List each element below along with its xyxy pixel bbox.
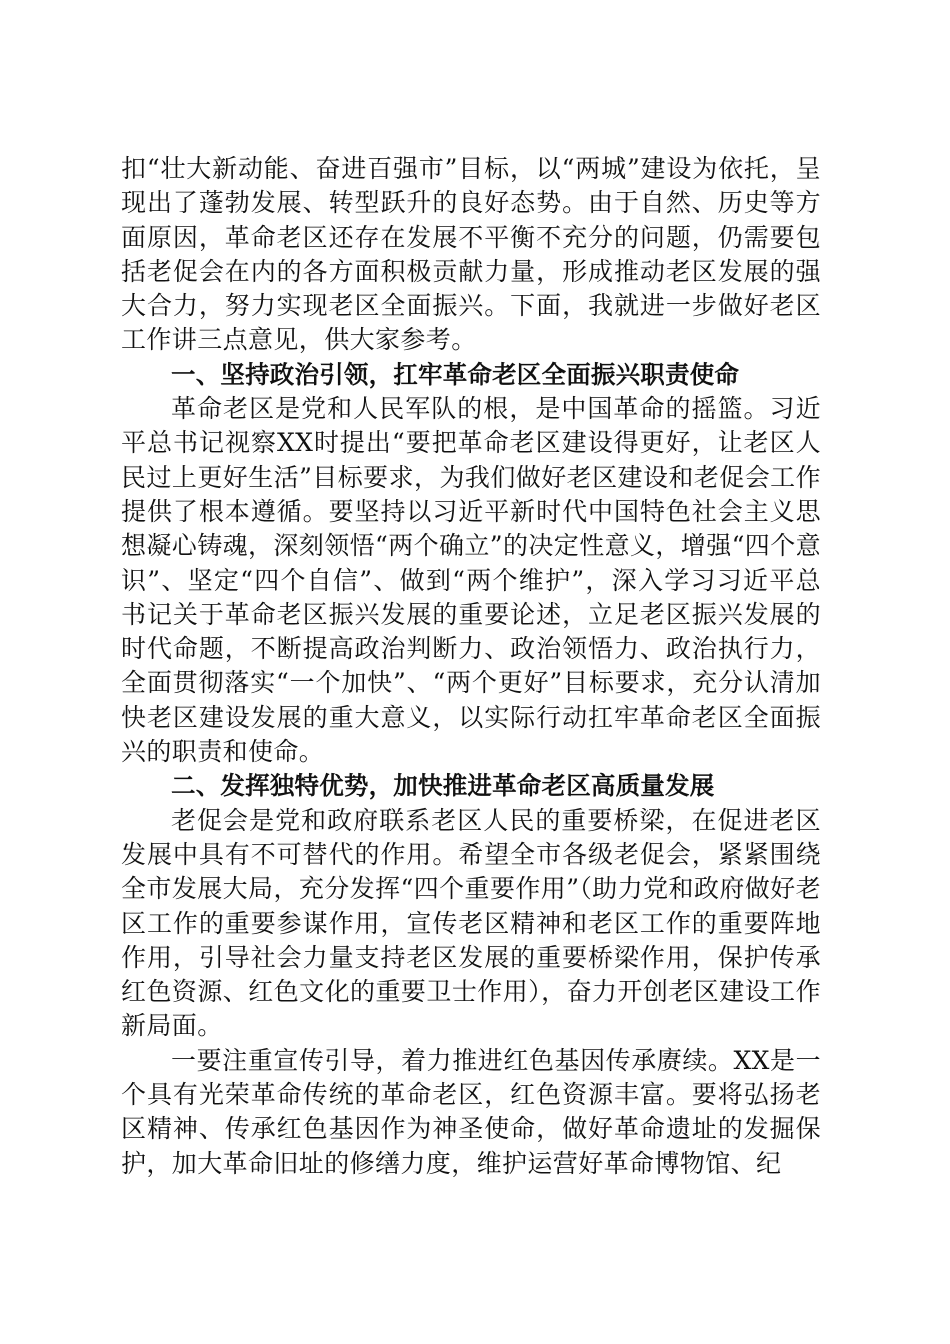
intro-paragraph: 扣“壮大新动能、奋进百强市”目标，以“两城”建设为依托，呈现出了蓬勃发展、转型跃升的良好态势。由于自然、历史等方面原因，革命老区还存在发展不平衡不充分的问题，仍需要包括老促会在内的各方面积极贡献力量，形成推动老区发展的强大合力，努力实现老区全面振兴。下面，我就进一步做好老区工作讲三点意见，供大家参考。 [121, 154, 821, 355]
section-1-paragraph: 革命老区是党和人民军队的根，是中国革命的摇篮。习近平总书记视察XX时提出“要把革命老区建设得更好，让老区人民过上更好生活”目标要求，为我们做好老区建设和老促会工作提供了根本遵循。要坚持以习近平新时代中国特色社会主义思想凝心铸魂，深刻领悟“两个确立”的决定性意义，增强“四个意识”、坚定“四个自信”、做到“两个维护”，深入学习习近平总书记关于革命老区振兴发展的重要论述，立足老区振兴发展的时代命题，不断提高政治判断力、政治领悟力、政治执行力，全面贯彻落实“一个加快”、“两个更好”目标要求，充分认清加快老区建设发展的重大意义，以实际行动扛牢革命老区全面振兴的职责和使命。 [121, 394, 821, 767]
section-heading-2: 二、发挥独特优势，加快推进革命老区高质量发展 [171, 771, 715, 801]
section-heading-1: 一、坚持政治引领，扛牢革命老区全面振兴职责使命 [171, 359, 740, 389]
section-2-paragraph-1: 老促会是党和政府联系老区人民的重要桥梁，在促进老区发展中具有不可替代的作用。希望全市各级老促会，紧紧围绕全市发展大局，充分发挥“四个重要作用”（助力党和政府做好老区工作的重要参谋作用，宣传老区精神和老区工作的重要阵地作用，引导社会力量支持老区发展的重要桥梁作用，保护传承红色资源、红色文化的重要卫士作用），奋力开创老区建设工作新局面。 [121, 805, 821, 1041]
document-body [121, 152, 821, 1181]
section-2-paragraph-2: 一要注重宣传引导，着力推进红色基因传承赓续。XX是一个具有光荣革命传统的革命老区，红色资源丰富。要将弘扬老区精神、传承红色基因作为神圣使命，做好革命遗址的发掘保护，加大革命旧址的修缮力度，维护运营好革命博物馆、纪 [121, 1045, 821, 1178]
